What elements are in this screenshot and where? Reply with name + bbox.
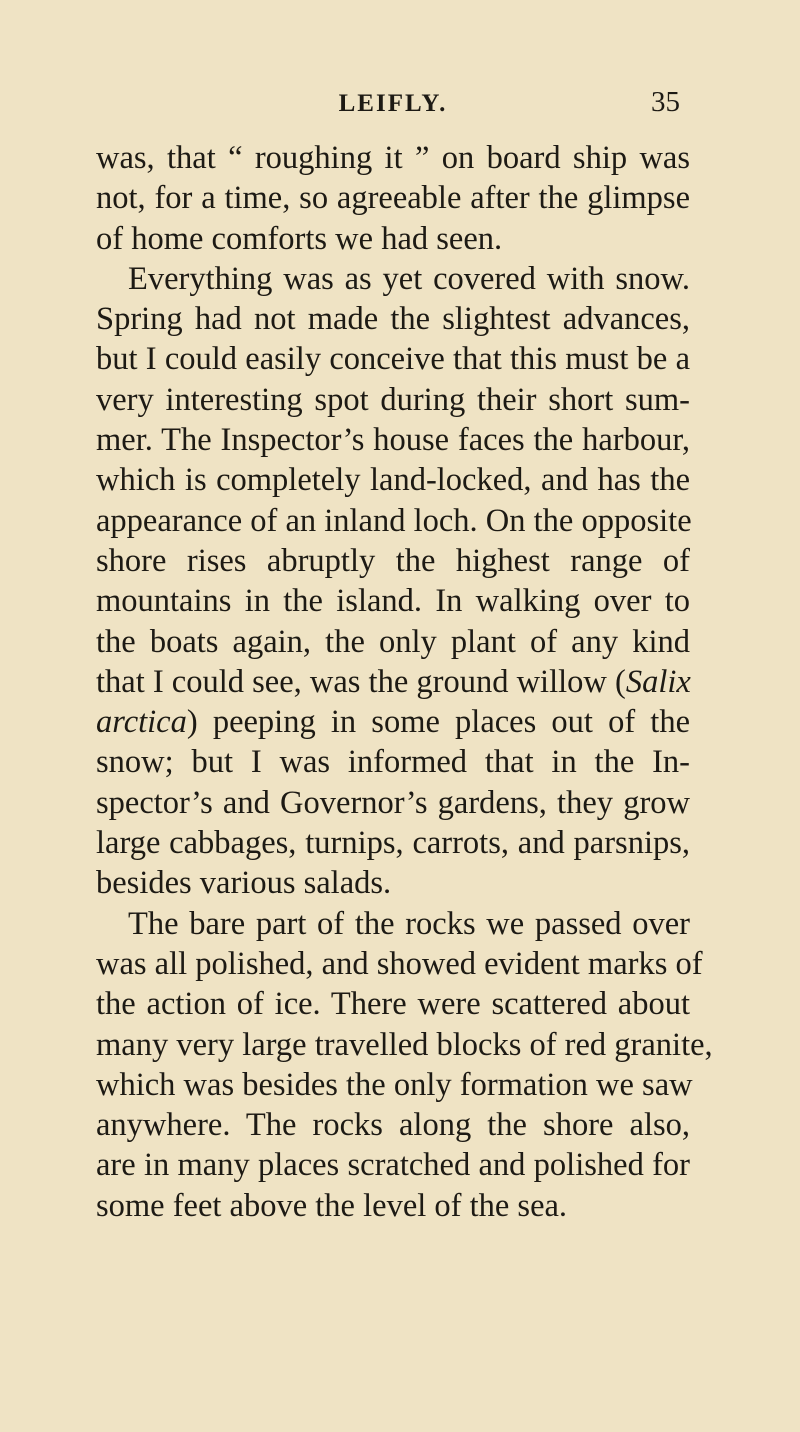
text-line: mer. The Inspector’s house faces the harbour, [96,422,690,459]
text-line: anywhere. The rocks along the shore also, [96,1107,690,1144]
text-segment: ) peeping in some places out of the [186,704,690,741]
text-line: was, that “ roughing it ” on board ship was [96,140,690,176]
text-line [96,662,690,702]
text-line: shore rises abruptly the highest range of [96,542,690,579]
text-line: some feet above the level of the sea. [96,1187,568,1224]
text-line: The bare part of the rocks we passed over [128,905,690,942]
text-line: but I could easily conceive that this must be a [96,341,690,378]
text-line [96,702,690,742]
running-title: LEIFLY. [338,90,448,117]
text-line: large cabbages, turnips, carrots, and parsnips, [96,825,690,862]
text-line: spector’s and Governor’s gardens, they grow [96,784,690,821]
text-line: which is completely land-locked, and has the [96,462,690,499]
text-line: besides various salads. [96,865,392,902]
text-line: the boats again, the only plant of any kind [96,623,690,660]
text-line: the action of ice. There were scattered about [96,986,690,1023]
text-line: of home comforts we had seen. [96,220,503,257]
text-line: mountains in the island. In walking over to [96,583,690,620]
text-line: Everything was as yet covered with snow. [128,260,690,297]
text-line: appearance of an inland loch. On the opposite [96,502,692,539]
text-line: snow; but I was informed that in the In- [96,744,690,781]
text-line: many very large travelled blocks of red granite, [96,1026,713,1063]
italic-term: Salix [625,663,691,700]
text-line: very interesting spot during their short sum- [96,381,690,418]
text-line: not, for a time, so agreeable after the glimpse [96,180,690,217]
text-segment: that I could see, was the ground willow ( [96,663,626,700]
italic-term: arctica [96,704,187,741]
text-line: Spring had not made the slightest advances, [96,301,690,338]
text-line: was all polished, and showed evident marks of [96,945,703,982]
running-head [96,86,690,126]
text-line: which was besides the only formation we saw [96,1066,693,1103]
page-number: 35 [651,86,680,118]
text-line: are in many places scratched and polished for [96,1147,690,1184]
body-text [96,138,713,1226]
